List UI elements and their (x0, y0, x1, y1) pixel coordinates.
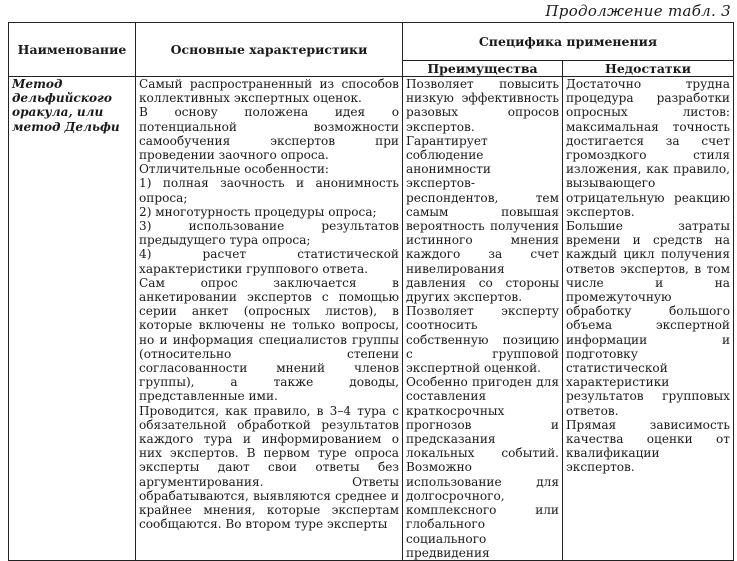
advantages-cell (403, 77, 563, 561)
characteristics-list-item: 4) расчет статистической характеристики группового ответа. (139, 247, 399, 276)
disadvantages-cell (563, 77, 734, 561)
table-caption: Продолжение табл. 3 (545, 2, 731, 20)
header-specific: Специфика применения (403, 23, 734, 61)
method-name: Метод дельфийского оракула, или метод Дельфи (12, 77, 120, 134)
comparison-table (8, 22, 734, 561)
characteristics-list-item: 3) использование результатов предыдущего тура опроса; (139, 219, 399, 248)
characteristics-cell (136, 77, 403, 561)
header-advantages: Преимущества (403, 61, 563, 77)
method-name-cell (9, 77, 136, 561)
disadvantage-paragraph: Прямая зависимость качества оценки от квалификации экспертов. (566, 417, 730, 475)
header-characteristics: Основные характеристики (136, 23, 403, 77)
advantage-paragraph: Позволяет эксперту соотносить собственную позицию с групповой экспертной оценкой. (406, 304, 559, 376)
characteristics-list-item: 1) полная заочность и анонимность опроса; (139, 176, 399, 205)
advantage-paragraph: Позволяет повысить низкую эффективность разовых опросов экспертов. (406, 77, 559, 134)
characteristics-paragraph: Проводится, как правило, в 3–4 тура с обязательной обработкой результатов каждого тура и информированием о них экспертов. В первом туре опроса эксперты дают свои ответы без аргументирования. Ответы обрабатываются, выявляются среднее и крайнее мнения, которые экспертам сообщаются. Во втором туре эксперты (139, 403, 399, 532)
header-name: Наименование (9, 23, 136, 77)
header-disadvantages: Недостатки (563, 61, 734, 77)
disadvantage-paragraph: Достаточно трудна процедура разработки опросных листов: максимальная точность достигается за счет громоздкого стиля изложения, как правило, вызывающего отрицательную реакцию экспертов. (566, 77, 730, 219)
disadvantage-paragraph: Большие затраты времени и средств на каждый цикл получения ответов экспертов, в том числе и на промежуточную обработку большого объема экспертной информации и подготовку статистической характеристики результатов групповых ответов. (566, 219, 730, 418)
characteristics-list-item: 2) многотурность процедуры опроса; (139, 204, 377, 219)
characteristics-paragraph: Отличительные особенности: (139, 162, 329, 177)
characteristics-paragraph: Самый распространенный из способов коллективных экспертных оценок. (139, 77, 399, 106)
advantage-paragraph: Особенно пригоден для составления краткосрочных прогнозов и предсказания локальных событий. Возможно использование для долгосрочного, комплексного или глобального социального предвидения (406, 375, 559, 560)
characteristics-paragraph: Сам опрос заключается в анкетировании экспертов с помощью серии анкет (опросных листов), в которые включены не только вопросы, но и информация специалистов группы (относительно степени согласованности мнений членов группы), а также доводы, представленные ими. (139, 275, 399, 404)
characteristics-paragraph: В основу положена идея о потенциальной возможности самообучения экспертов при проведении заочного опроса. (139, 105, 399, 163)
advantage-paragraph: Гарантирует соблюдение анонимности экспертов-респондентов, тем самым повышая вероятность получения истинного мнения каждого за счет нивелирования давления со стороны других экспертов. (406, 133, 559, 305)
